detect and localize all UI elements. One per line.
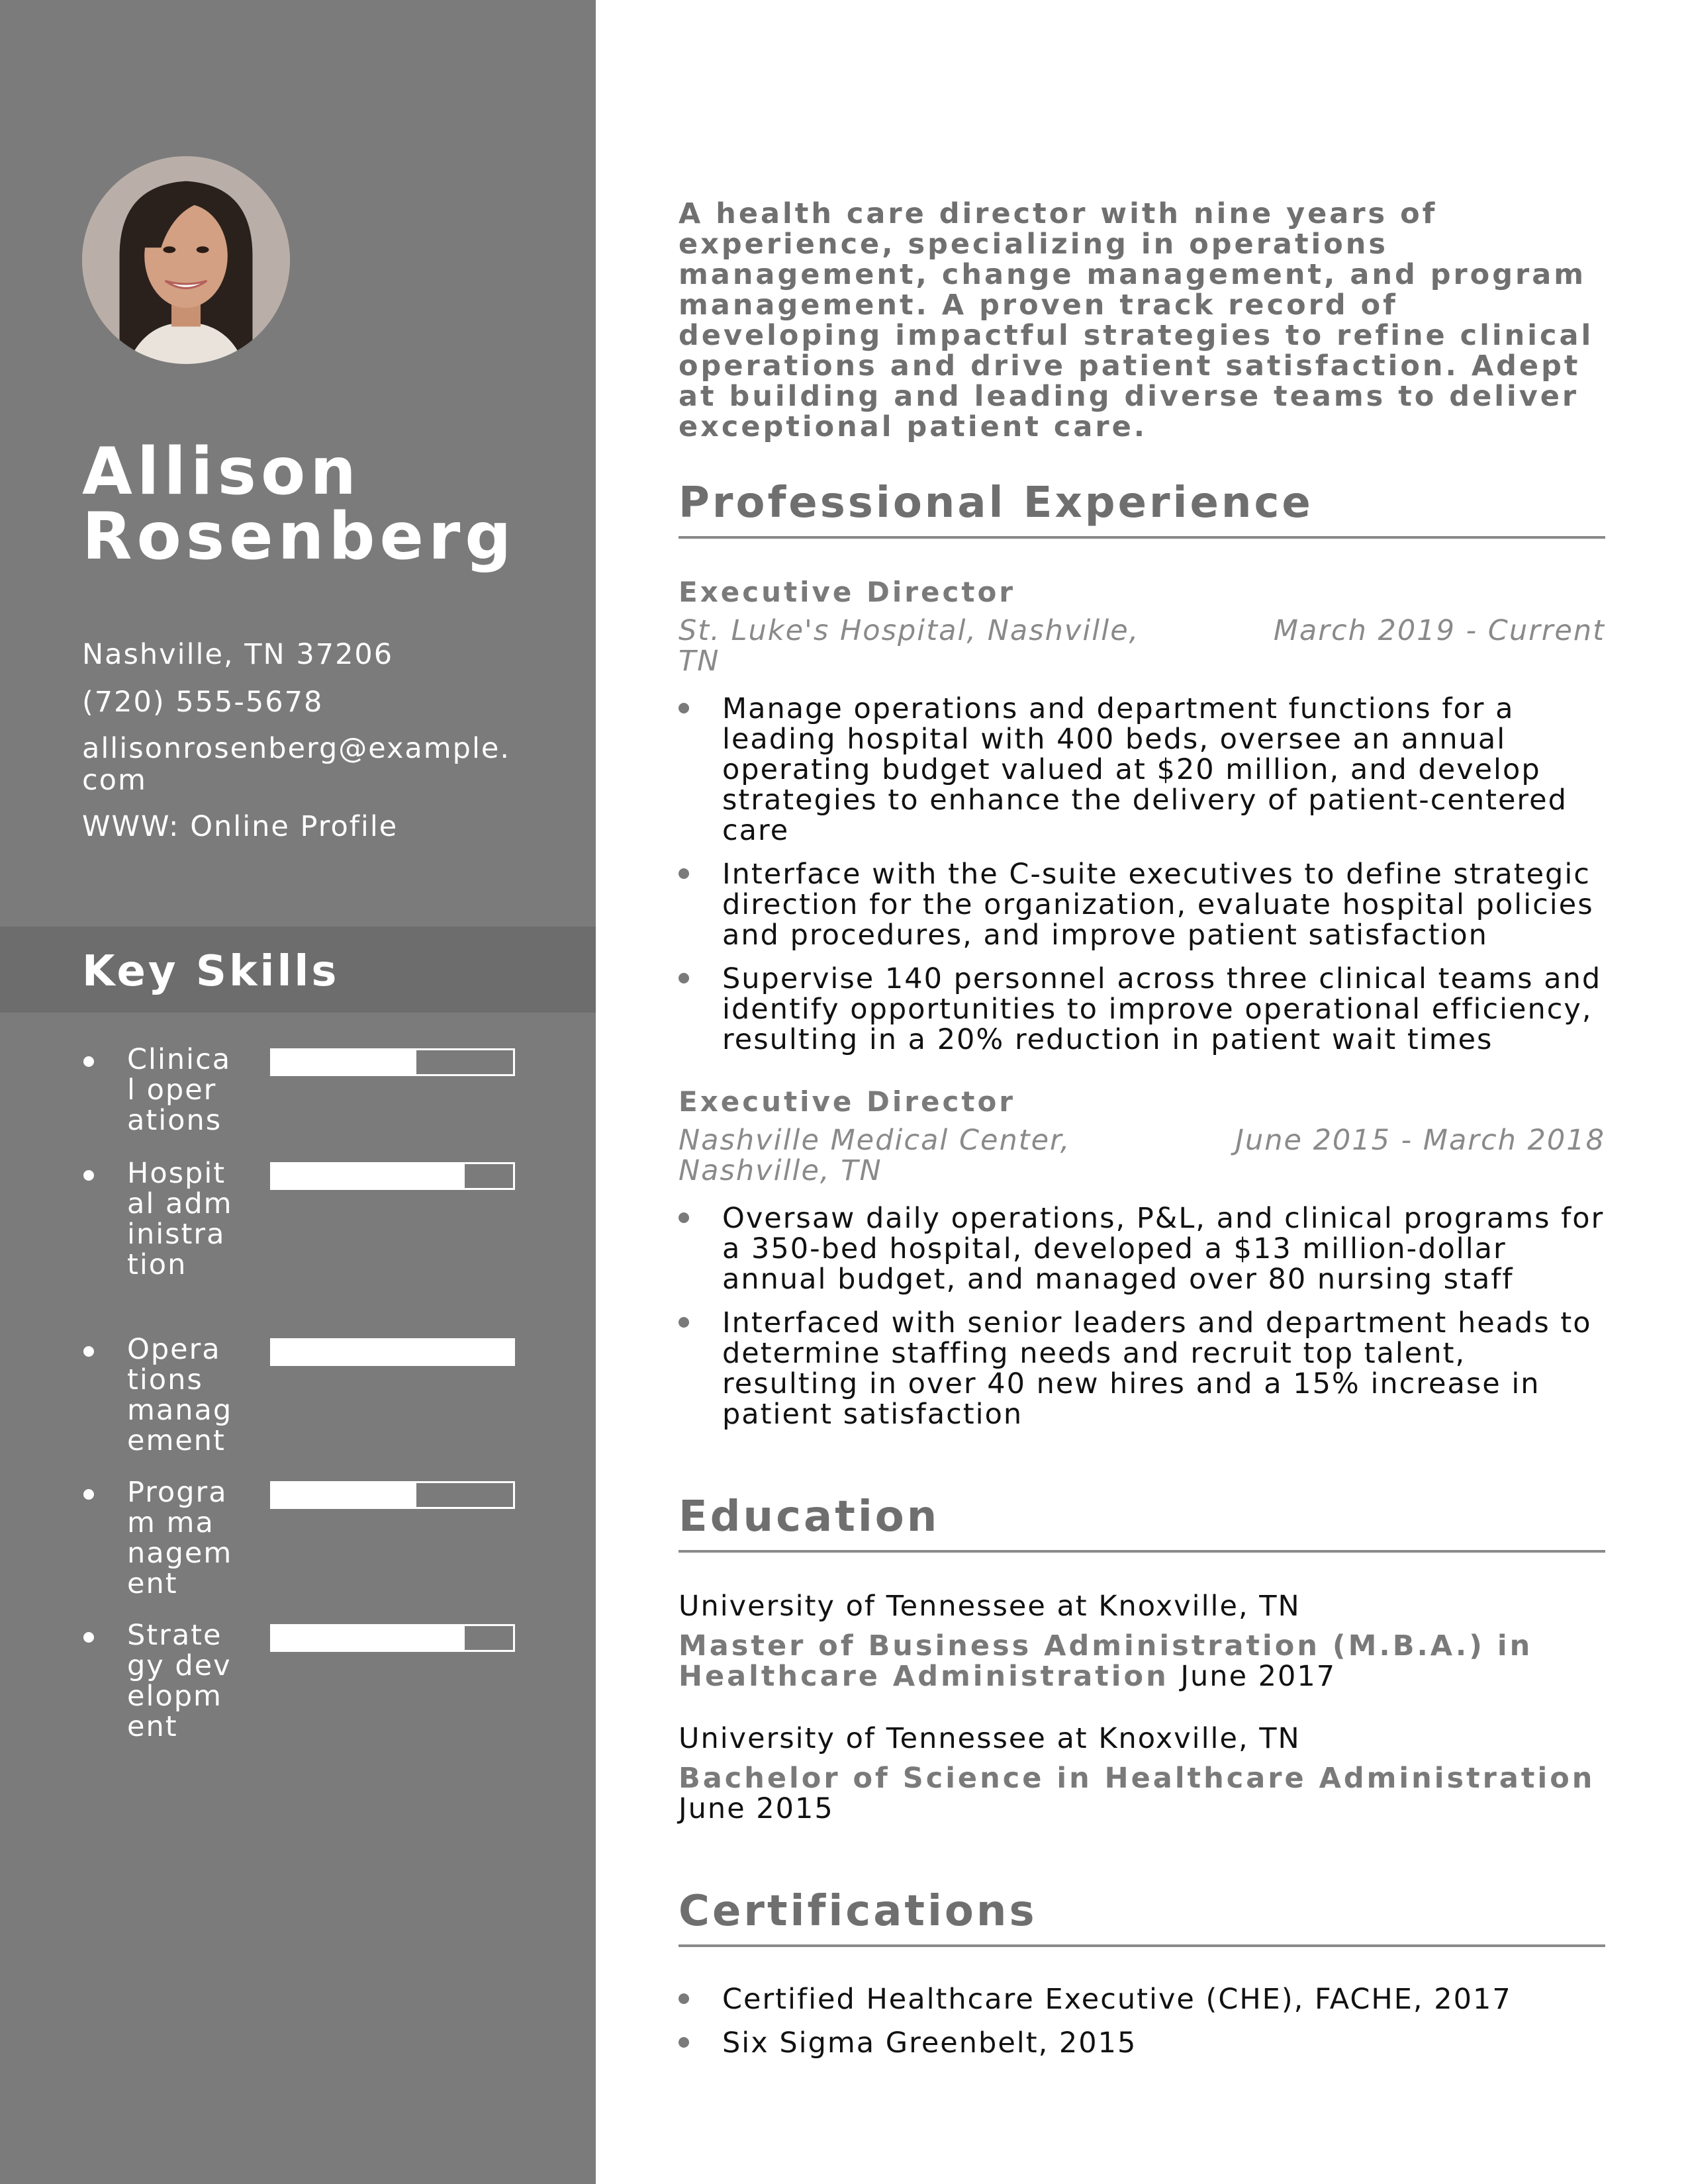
bullet-icon xyxy=(679,1993,689,2004)
skill-label: Clinical operations xyxy=(127,1043,232,1137)
certification-text: Certified Healthcare Executive (CHE), FACHE, 2017 xyxy=(722,1983,1512,2016)
certification-list xyxy=(679,1984,1605,2071)
skill-level-bar xyxy=(270,1481,515,1509)
skill-label: Hospital administration xyxy=(127,1157,233,1281)
job-title: Executive Director xyxy=(679,1085,1016,1118)
section-divider xyxy=(679,1550,1605,1553)
job-bullets xyxy=(679,694,1605,1068)
job-dates: March 2019 - Current xyxy=(1273,614,1605,647)
skills-title: Key Skills xyxy=(82,947,340,996)
skill-level-fill xyxy=(272,1050,416,1074)
skill-label: Program management xyxy=(127,1476,233,1600)
bullet-icon xyxy=(679,1212,689,1223)
first-name: Allison xyxy=(82,434,361,510)
summary-text: A health care director with nine years of experience, specializing in operations management, change management, and program management. A proven track record of developing impactful strategies to refine clinical operations and drive patient satisfaction. Adept at building and leading diverse teams to deliver exceptional patient care. xyxy=(679,197,1594,443)
education-school: University of Tennessee at Knoxville, TN xyxy=(679,1590,1301,1623)
job-employer: St. Luke's Hospital, Nashville, TN xyxy=(679,614,1140,678)
job-bullet xyxy=(679,964,1605,1055)
job-employer: Nashville Medical Center, Nashville, TN xyxy=(679,1124,1071,1187)
skill-level-fill xyxy=(272,1483,416,1507)
education-school: University of Tennessee at Knoxville, TN xyxy=(679,1722,1301,1755)
sidebar xyxy=(0,0,596,2184)
degree-name: Master of Business Administration (M.B.A.) in Healthcare Administration xyxy=(679,1629,1533,1693)
job-bullets xyxy=(679,1203,1605,1443)
job-title: Executive Director xyxy=(679,576,1016,608)
job-bullet-text: Oversaw daily operations, P&L, and clinical programs for a 350-bed hospital, developed a $13 million-dollar annual budget, and managed over 80 nursing staff xyxy=(722,1202,1605,1296)
last-name: Rosenberg xyxy=(82,499,516,574)
job-bullet-text: Interfaced with senior leaders and department heads to determine staffing needs and recruit top talent, resulting in over 40 new hires and a 15% increase in patient satisfaction xyxy=(722,1306,1592,1431)
profile-photo xyxy=(82,156,290,364)
degree-date: June 2017 xyxy=(1180,1660,1336,1693)
job-bullet xyxy=(679,694,1605,846)
degree-date: June 2015 xyxy=(679,1792,834,1825)
contact-info xyxy=(82,639,519,842)
skill-level-bar xyxy=(270,1162,515,1190)
bullet-icon xyxy=(83,1346,94,1357)
education-heading: Education xyxy=(679,1492,940,1541)
candidate-name xyxy=(82,434,585,574)
certification-item xyxy=(679,2028,1605,2058)
bullet-icon xyxy=(679,703,689,713)
skill-level-fill xyxy=(272,1164,465,1188)
job-bullet-text: Supervise 140 personnel across three clinical teams and identify opportunities to improve operational efficiency, resulting in a 20% reduction in patient wait times xyxy=(722,962,1602,1056)
bullet-icon xyxy=(679,973,689,983)
skill-label: Operations management xyxy=(127,1333,233,1457)
website-link[interactable]: WWW: Online Profile xyxy=(82,810,399,843)
section-divider xyxy=(679,536,1605,539)
skill-level-bar xyxy=(270,1624,515,1652)
education-degree xyxy=(679,1631,1605,1692)
section-divider xyxy=(679,1944,1605,1947)
job-bullet-text: Manage operations and department functions for a leading hospital with 400 beds, oversee an annual operating budget valued at $20 million, and develop strategies to enhance the delivery of patient-centered care xyxy=(722,692,1568,847)
portrait-image xyxy=(82,156,290,364)
address-text: Nashville, TN 37206 xyxy=(82,638,394,671)
skill-level-fill xyxy=(272,1340,513,1364)
phone-text: (720) 555-5678 xyxy=(82,686,324,719)
degree-name: Bachelor of Science in Healthcare Administration xyxy=(679,1762,1595,1795)
skill-level-bar xyxy=(270,1338,515,1366)
bullet-icon xyxy=(83,1056,94,1067)
bullet-icon xyxy=(679,2037,689,2048)
skill-label: Strategy development xyxy=(127,1619,232,1743)
job-bullet xyxy=(679,1203,1605,1295)
job-dates: June 2015 - March 2018 xyxy=(1235,1124,1605,1157)
education-degree xyxy=(679,1763,1605,1824)
job-bullet xyxy=(679,859,1605,950)
bullet-icon xyxy=(83,1170,94,1181)
job-bullet-text: Interface with the C-suite executives to define strategic direction for the organization, evaluate hospital policies and procedures, and improve patient satisfaction xyxy=(722,858,1594,952)
job-bullet xyxy=(679,1308,1605,1430)
skill-level-fill xyxy=(272,1626,465,1650)
bullet-icon xyxy=(83,1632,94,1643)
bullet-icon xyxy=(679,1317,689,1328)
email-link[interactable]: allisonrosenberg@example.com xyxy=(82,732,511,797)
bullet-icon xyxy=(83,1489,94,1500)
bullet-icon xyxy=(679,868,689,879)
experience-heading: Professional Experience xyxy=(679,478,1313,527)
certification-text: Six Sigma Greenbelt, 2015 xyxy=(722,2026,1137,2060)
certifications-heading: Certifications xyxy=(679,1887,1037,1936)
skill-level-bar xyxy=(270,1048,515,1076)
certification-item xyxy=(679,1984,1605,2015)
